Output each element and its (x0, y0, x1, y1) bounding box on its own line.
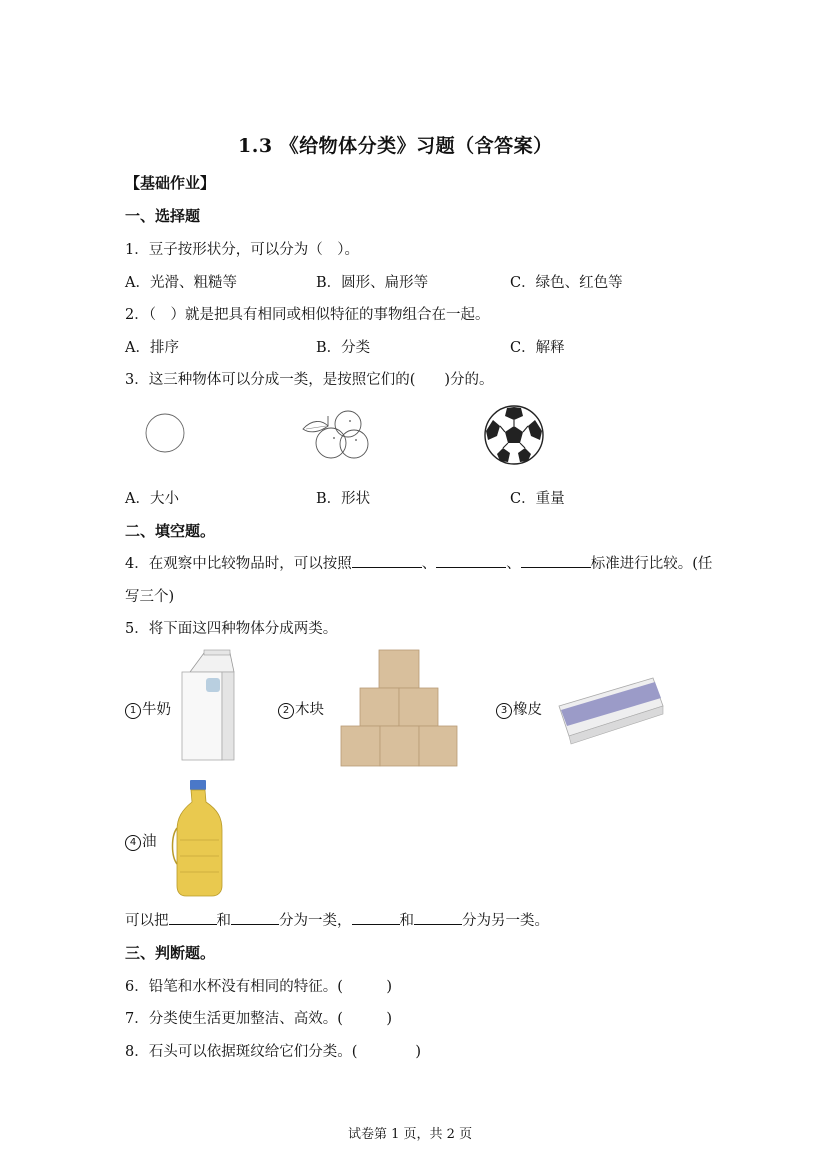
q5-item-blocks (278, 698, 324, 719)
item-label: 木块 (295, 702, 324, 718)
q5-fill-p2: 和 (216, 913, 231, 929)
q5-stem: 5．将下面这四种物体分成两类。 (125, 621, 338, 637)
q6-text: 6．铅笔和水杯没有相同的特征。( ) (125, 979, 393, 995)
item-label: 油 (142, 834, 157, 850)
q5-fill-p3: 分为一类， (279, 913, 352, 929)
q2-option-c: C．解释 (510, 340, 565, 356)
circle-image (145, 413, 187, 455)
q4-blank-2[interactable] (436, 553, 506, 568)
item-number: 3 (496, 703, 512, 719)
q4-line2: 写三个) (125, 589, 175, 605)
q1-stem: 1．豆子按形状分，可以分为（ ）。 (125, 242, 359, 258)
q3-option-a: A．大小 (125, 491, 179, 507)
part2-heading: 二、填空题。 (125, 522, 216, 540)
page-footer: 试卷第 1 页，共 2 页 (348, 1127, 473, 1142)
q4-pre: 4．在观察中比较物品时，可以按照 (125, 556, 352, 572)
q5-fill-p1: 可以把 (125, 913, 169, 929)
q4-sep1: 、 (421, 556, 437, 572)
q1-option-c: C．绿色、红色等 (510, 275, 623, 291)
q5-blank-2[interactable] (231, 910, 279, 925)
soccer-ball-image (483, 404, 545, 466)
q3-option-c: C．重量 (510, 491, 565, 507)
q4-line1 (125, 552, 712, 573)
wooden-blocks-image (340, 648, 458, 768)
q8-text: 8．石头可以依据斑纹给它们分类。( ) (125, 1044, 422, 1060)
eraser-image (555, 670, 667, 746)
q2-stem: 2．（ ）就是把具有相同或相似特征的事物组合在一起。 (125, 307, 490, 323)
q5-fill-p5: 分为另一类。 (462, 913, 549, 929)
item-label: 牛奶 (142, 702, 171, 718)
q4-blank-1[interactable] (352, 553, 422, 568)
section-basic-label: 【基础作业】 (125, 174, 216, 192)
page-title: 1.3 《给物体分类》习题（含答案） (238, 135, 553, 157)
q1-option-a: A．光滑、粗糙等 (125, 275, 237, 291)
q5-fill-p4: 和 (399, 913, 414, 929)
part1-heading: 一、选择题 (125, 207, 201, 225)
oil-bottle-image (172, 778, 228, 898)
q2-option-b: B．分类 (316, 340, 371, 356)
part3-heading: 三、判断题。 (125, 944, 216, 962)
item-number: 1 (125, 703, 141, 719)
q3-stem: 3．这三种物体可以分成一类，是按照它们的( )分的。 (125, 372, 494, 388)
q5-blank-1[interactable] (169, 910, 217, 925)
q5-item-oil (125, 830, 157, 851)
q5-fill-line (125, 909, 549, 930)
q4-sep2: 、 (506, 556, 521, 572)
q1-option-b: B．圆形、扁形等 (316, 275, 429, 291)
q2-option-a: A．排序 (125, 340, 179, 356)
q5-blank-4[interactable] (414, 910, 462, 925)
q5-item-milk (125, 698, 171, 719)
q4-blank-3[interactable] (521, 553, 591, 568)
q7-text: 7．分类使生活更加整洁、高效。( ) (125, 1011, 393, 1027)
oranges-image (298, 402, 374, 464)
milk-carton-image (180, 650, 240, 762)
q4-post: 标准进行比较。(任 (590, 556, 713, 572)
q5-item-eraser (496, 698, 542, 719)
q3-option-b: B．形状 (316, 491, 371, 507)
item-number: 2 (278, 703, 294, 719)
q5-blank-3[interactable] (352, 910, 400, 925)
item-number: 4 (125, 835, 141, 851)
item-label: 橡皮 (513, 702, 542, 718)
